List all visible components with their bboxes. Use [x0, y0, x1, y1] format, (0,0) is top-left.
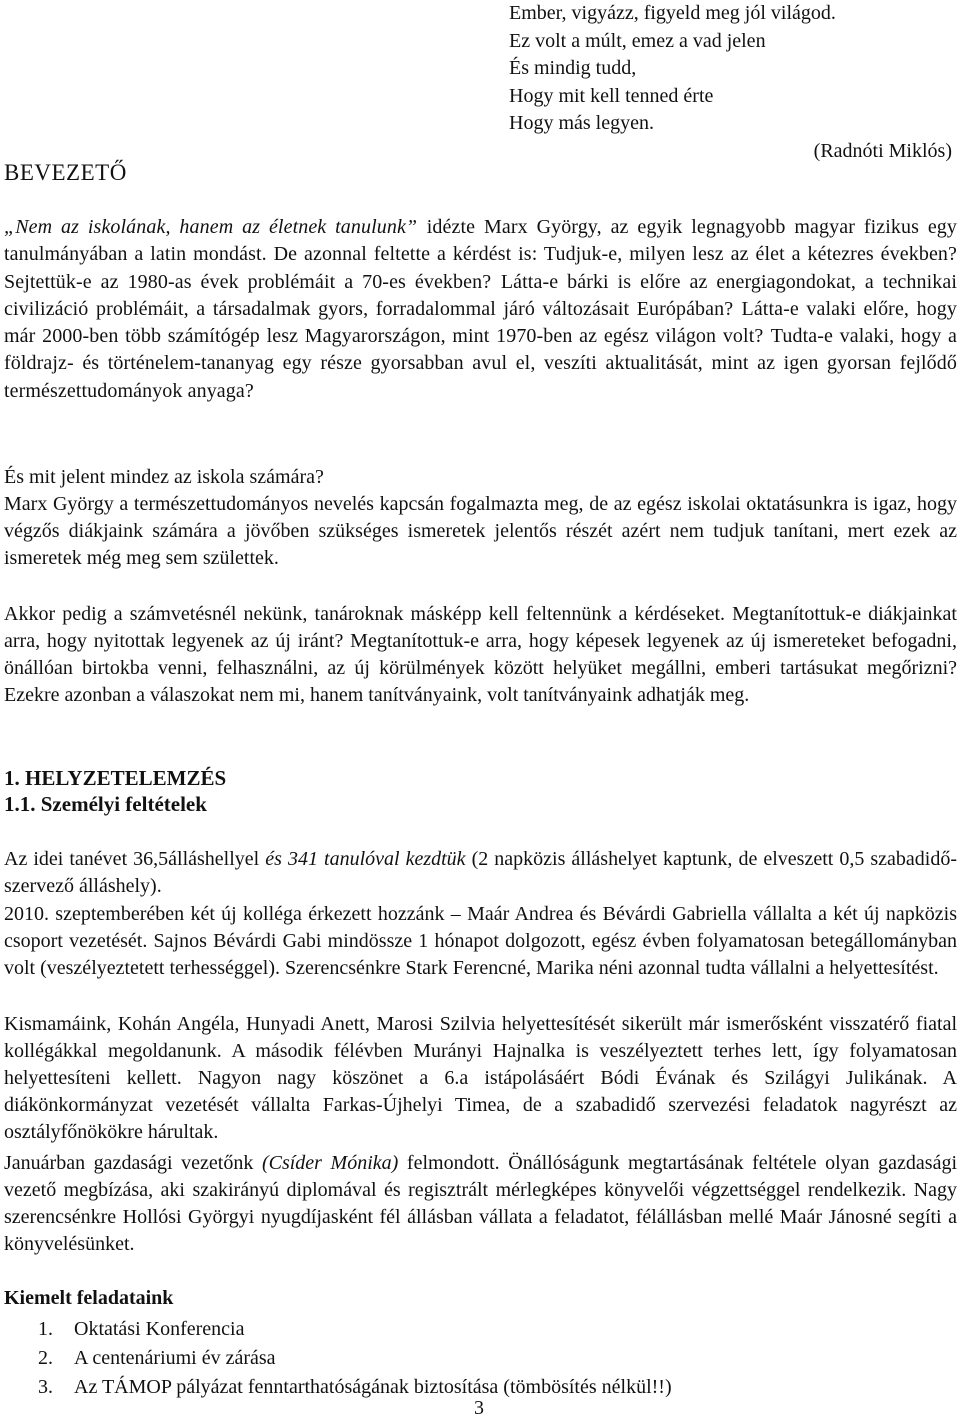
poem-line: Hogy más legyen. [509, 112, 654, 134]
intro-text-d: Tudta-e valaki, hogy a földrajz- és történelem-tananyag egy része gyorsabban avul el, veszíti aktualitását, mint az igen gyorsan fejlődő természettudományok anyaga? [4, 325, 957, 402]
staff-paragraph-2: 2010. szeptemberében két új kolléga érkezett hozzánk – Maár Andrea és Bévárdi Gabriella vállalta a két új napközis csoport vezetését. Sajnos Bévárdi Gabi mindössze 1 hónapot dolgozott, egész évben folyamatosan betegállományban volt (veszélyeztetett terhességgel). Szerencsénkre Stark Ferencné, Marika néni azonnal tudta vállalni a helyettesítést. [4, 903, 957, 979]
intro-quote: „Nem az iskolának, hanem az életnek tanulunk” [4, 216, 418, 238]
intro-question: És mit jelent mindez az iskola számára? [4, 466, 324, 488]
list-item-text: A centenáriumi év zárása [74, 1347, 276, 1369]
staff-paragraph-4 [4, 1150, 957, 1258]
intro-paragraph-questions: Akkor pedig a számvetésnél nekünk, tanároknak másképp kell feltennünk a kérdéseket. Megtanítottuk-e diákjainkat arra, hogy nyitottak legyenek az új iránt? Megtanítottuk-e arra, hogy képesek legyenek az új ismereteket befogadni, önállóan birtokba venni, felhasználni, az új körülmények között helyüket megállni, emberi tartásukat megőrizni? Ezekre azonban a válaszokat nem mi, hanem tanítványaink, volt tanítványaink adhatják meg. [4, 603, 957, 706]
staff-text: felmondott. Önállóságunk megtartásának feltétele olyan gazdasági vezető megbízása, aki szakirányú diplomával és regisztrált mérlegképes könyvelői végzettséggel rendelkezik. Nagy szerencsénkre Hollósi Györgyi nyugdíjasként fél állásban vállata a feladatot, félállásban mellé Maár Jánosné segíti a könyvelésünket. [4, 1152, 957, 1255]
staff-text: Az idei tanévet 36,5álláshellyel [4, 848, 260, 870]
intro-paragraph-marx: Marx György a természettudományos nevelés kapcsán fogalmazta meg, de az egész iskolai oktatásunkra is igaz, hogy végzős diákjaink számára a jövőben szükséges ismeretek jelentős részét azért nem tudjuk tanítani, mert ezek az ismeretek még meg sem születtek. [4, 493, 957, 569]
epigraph-poem [509, 0, 954, 165]
intro-paragraph [4, 214, 957, 405]
poem-author: (Radnóti Miklós) [813, 139, 952, 162]
poem-line: Ember, vigyázz, figyeld meg jól világod. [509, 2, 836, 24]
heading-situation-analysis: 1. HELYZETELEMZÉS [4, 766, 227, 790]
list-item-text: Oktatási Konferencia [74, 1318, 245, 1340]
list-item-text: Az TÁMOP pályázat fenntarthatóságának biztosítása (tömbösítés nélkül!!) [74, 1376, 672, 1398]
staff-italic: és 341 tanulóval kezdtük [265, 848, 466, 870]
staff-text: (2 napközis álláshelyet kaptunk, de elveszett 0,5 szabadidő-szervező álláshely). [4, 848, 958, 897]
poem-line: És mindig tudd, [509, 57, 637, 79]
highlighted-tasks-list [38, 1315, 672, 1402]
list-item-number: 2. [38, 1347, 53, 1369]
poem-line: Ez volt a múlt, emez a vad jelen [509, 29, 766, 52]
list-item [38, 1344, 672, 1373]
staff-text: Januárban gazdasági vezetőnk [4, 1152, 254, 1174]
list-item-number: 1. [38, 1318, 53, 1340]
staff-paragraph-1 [4, 846, 957, 900]
list-item [38, 1373, 672, 1402]
intro-text-c: Látta-e valaki előre, hogy már 2000-ben több számítógép lesz Magyarországon, mint 1970-ben az egész világon volt? [4, 297, 957, 348]
section-title: BEVEZETŐ [4, 160, 127, 185]
poem-line: Hogy mit kell tenned érte [509, 84, 714, 107]
list-item [38, 1315, 672, 1344]
highlighted-tasks-title: Kiemelt feladataink [4, 1287, 174, 1309]
heading-personnel: 1.1. Személyi feltételek [4, 792, 207, 816]
intro-text-a: idézte Marx György, az egyik legnagyobb magyar fizikus egy tanulmányában a latin mondást. De azonnal feltette a kérdést is: Tudjuk-e, milyen lesz az élet a kétezres években? Sejtettük-e az 1980-as évek problémáit a 70-es években? [4, 216, 957, 293]
staff-italic: (Csíder Mónika) [261, 1152, 399, 1174]
intro-text-b: Látta-e bárki is előre az energiagondokat, a technikai civilizáció problémáit, a társadalmak gyors, forradalommal járó változásait Európában? [4, 270, 957, 320]
list-item-number: 3. [38, 1376, 53, 1398]
page-number: 3 [474, 1397, 484, 1419]
staff-paragraph-3: Kismamáink, Kohán Angéla, Hunyadi Anett, Marosi Szilvia helyettesítését sikerült már ismerősként visszatérő fiatal kollégákkal megoldanunk. A második félévben Murányi Hajnalka is veszélyeztett terhes lett, így folyamatosan helyettesíteni kellett. Nagyon nagy köszönet a 6.a istápolásáért Bódi Évának és Szilágyi Julikának. A diákönkormányzat vezetését vállalta Farkas-Újhelyi Timea, de a szabadidő szervezési feladatok nagyrészt az osztályfőnökökre hárultak. [4, 1013, 957, 1143]
